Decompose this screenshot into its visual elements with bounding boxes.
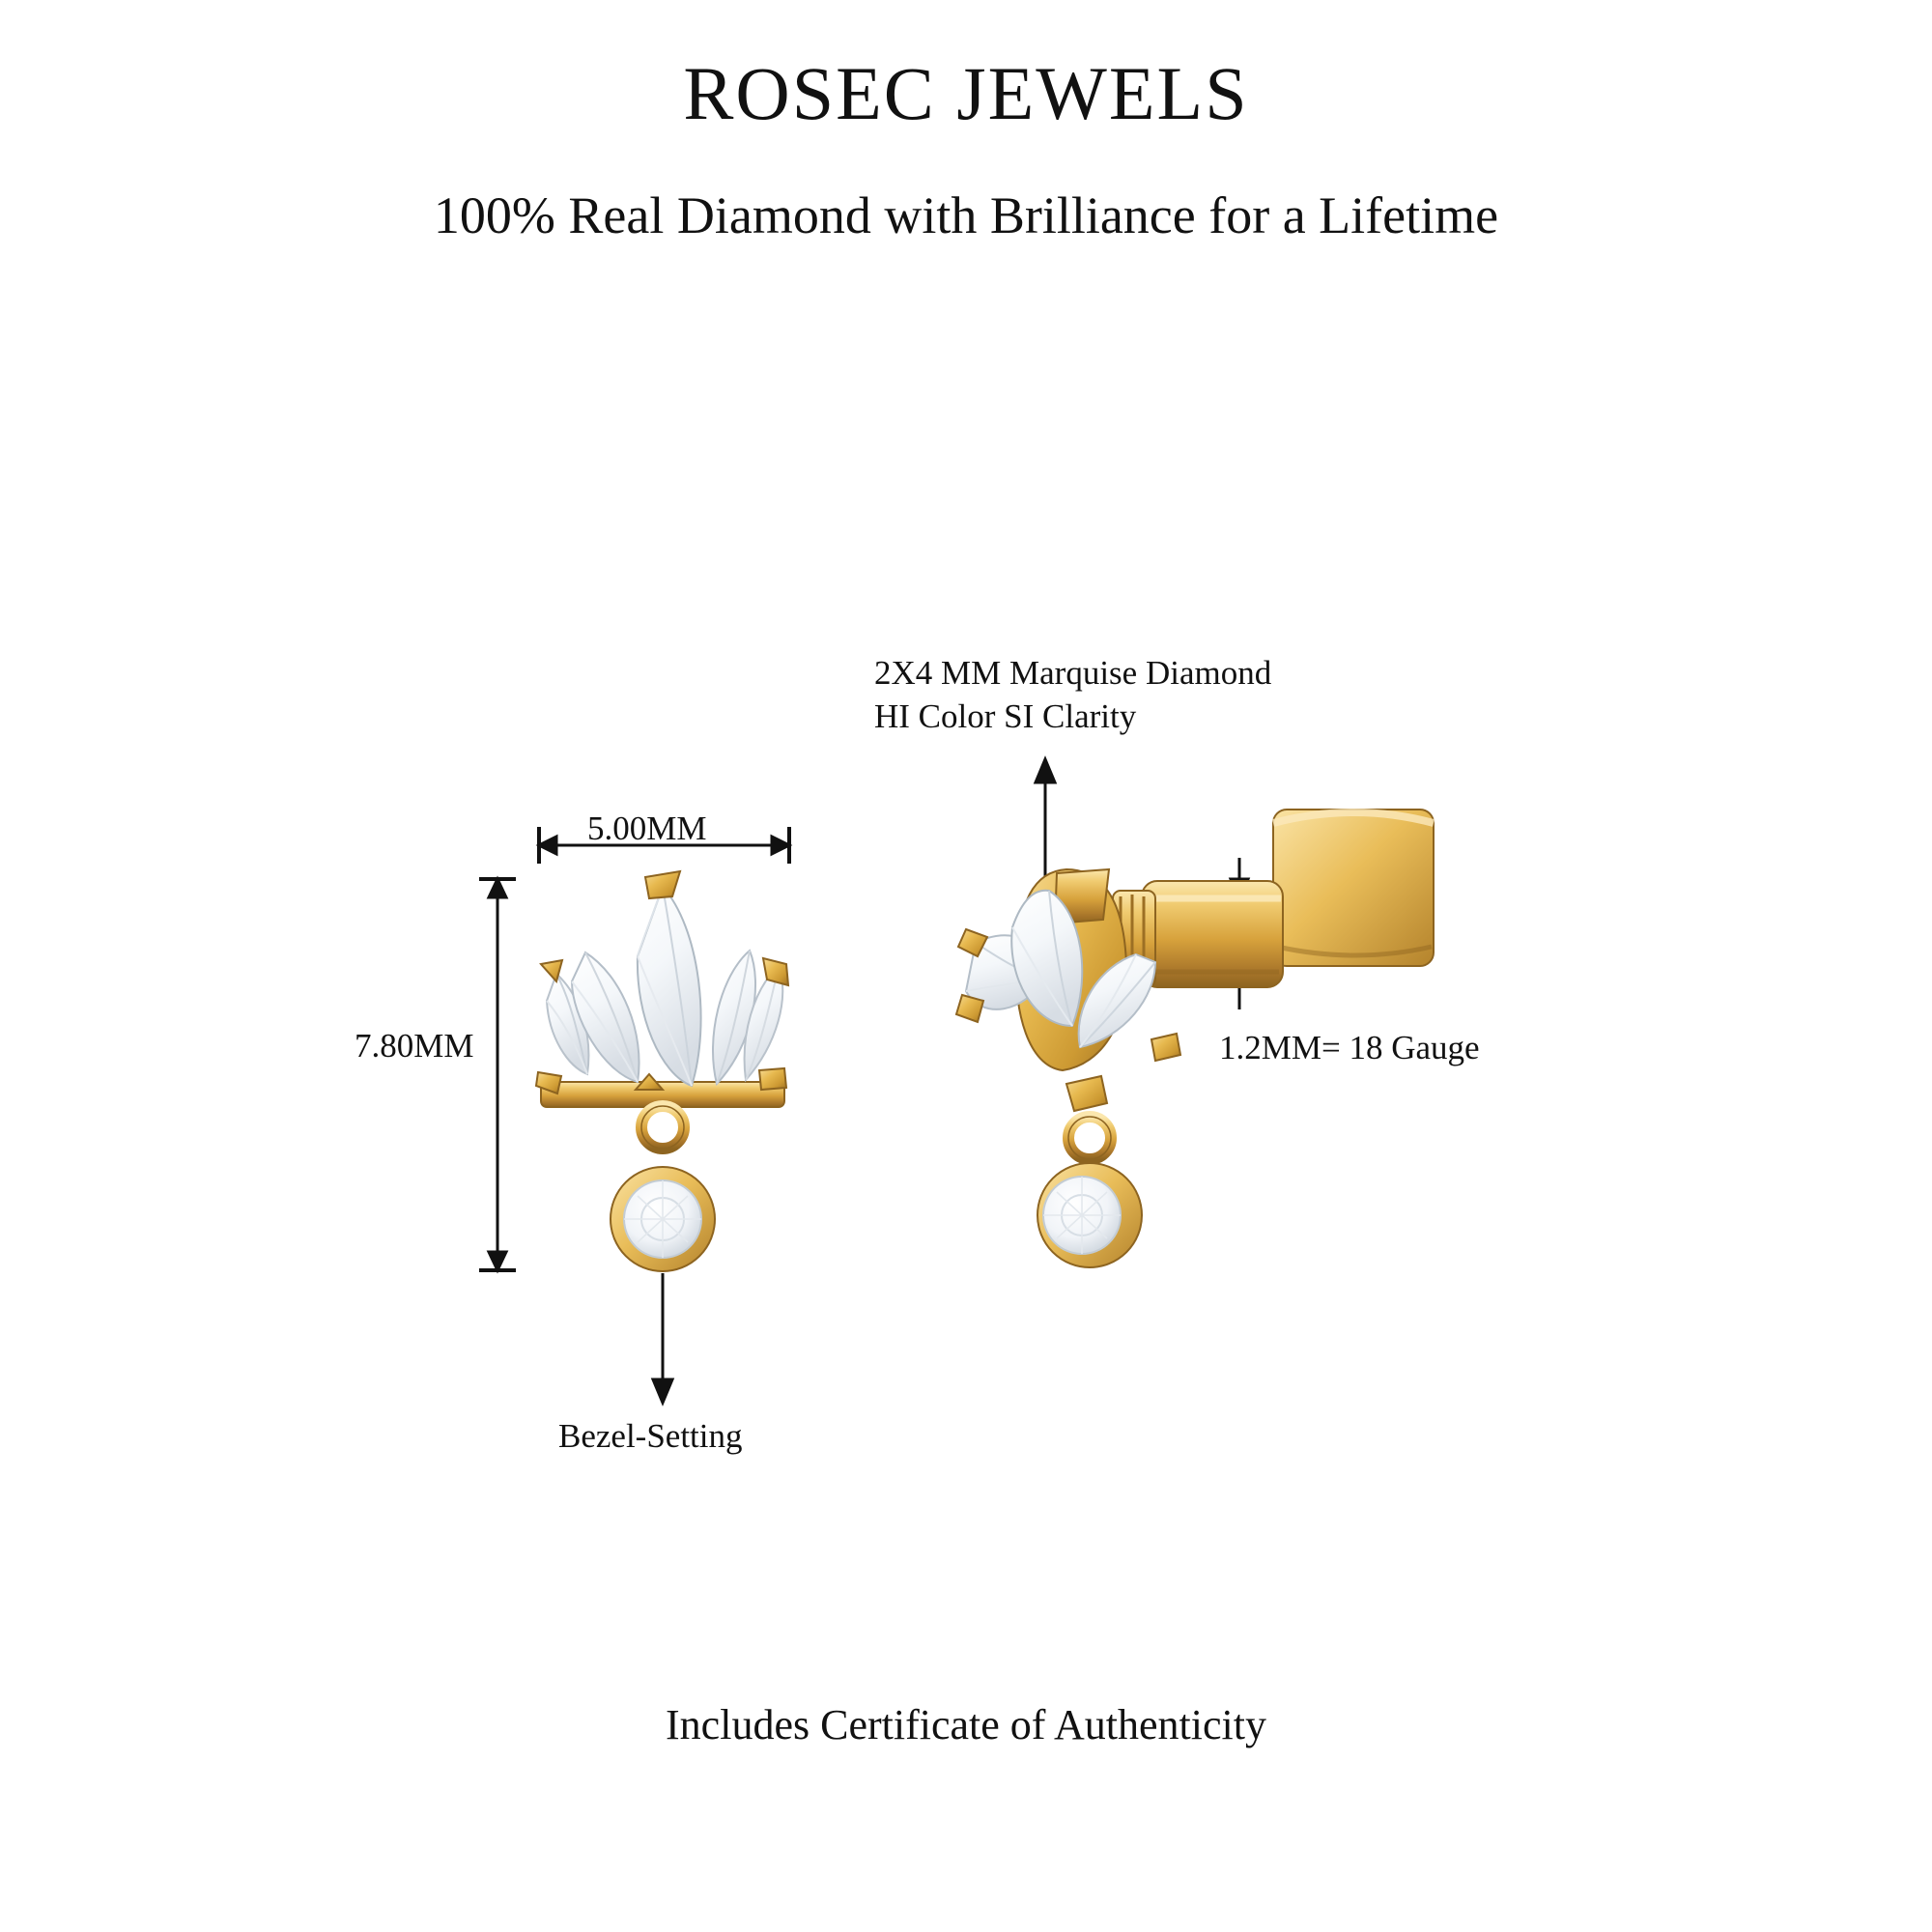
- side-jump-ring: [1066, 1076, 1111, 1159]
- side-flat-back-disc: [1273, 810, 1434, 966]
- page-subtitle: 100% Real Diamond with Brilliance for a Lifetime: [433, 186, 1499, 244]
- page-title: ROSEC JEWELS: [683, 51, 1249, 135]
- front-bezel-dangle: [611, 1167, 715, 1271]
- stone-callout-line2: HI Color SI Clarity: [874, 696, 1137, 735]
- width-label: 5.00MM: [587, 810, 707, 847]
- certificate-note: Includes Certificate of Authenticity: [666, 1701, 1266, 1748]
- side-post-bar: [1142, 881, 1283, 987]
- front-jump-ring: [641, 1106, 684, 1149]
- setting-label: Bezel-Setting: [558, 1417, 743, 1455]
- bezel-callout-arrow-icon: [653, 1273, 672, 1403]
- side-view: [956, 759, 1434, 1267]
- height-dimension-arrow-icon: [479, 879, 516, 1270]
- stone-callout-line1: 2X4 MM Marquise Diamond: [874, 654, 1272, 692]
- height-label: 7.80MM: [355, 1027, 474, 1065]
- side-bezel-dangle: [1037, 1163, 1142, 1267]
- front-marquise-center: [638, 871, 701, 1086]
- front-view: [479, 827, 789, 1403]
- gauge-label: 1.2MM= 18 Gauge: [1219, 1029, 1480, 1066]
- stone-callout-label: [874, 652, 1271, 739]
